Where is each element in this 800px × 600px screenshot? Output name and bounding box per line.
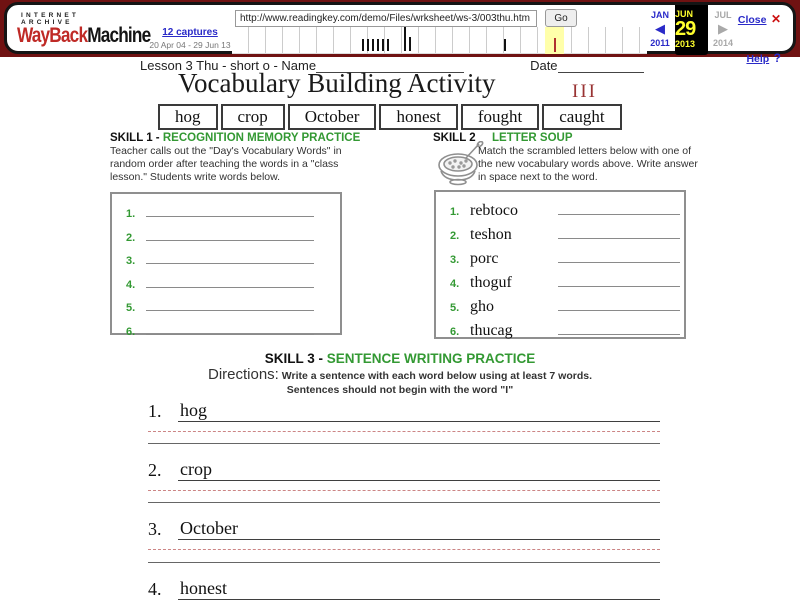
capture-tick[interactable] xyxy=(367,39,369,51)
wayback-logo[interactable] xyxy=(17,12,151,47)
answer-blank-line xyxy=(558,321,680,335)
vocab-word-cell: hog xyxy=(158,104,218,130)
handwriting-dashed-line xyxy=(148,549,660,550)
help-link[interactable]: Help xyxy=(746,53,770,65)
sentence-item: 3. October xyxy=(148,518,660,540)
url-input[interactable] xyxy=(235,10,537,27)
scrambled-word: porc xyxy=(470,250,499,267)
sentence-word: October xyxy=(178,518,660,540)
date-blank-line xyxy=(558,61,644,73)
next-capture-arrow-icon[interactable]: ▶ xyxy=(718,21,728,36)
capture-tick[interactable] xyxy=(372,39,374,51)
answer-row: 5. xyxy=(126,298,340,322)
skill2-description: Match the scrambled letters below with one of the new vocabulary words above. Write answer in space next to the word. xyxy=(478,145,698,183)
scrambled-row: 4. thoguf xyxy=(450,273,684,297)
wayback-toolbar xyxy=(4,2,796,65)
scrambled-row: 3. porc xyxy=(450,249,684,273)
soup-bowl-icon xyxy=(436,141,484,187)
vocab-word-cell: October xyxy=(288,104,377,130)
prev-year-label: 2011 xyxy=(650,38,670,48)
scrambled-word: gho xyxy=(470,298,494,315)
skill1-answer-box xyxy=(110,192,342,338)
go-button[interactable]: Go xyxy=(545,9,577,27)
next-year-label: 2014 xyxy=(712,38,734,48)
answer-blank-line xyxy=(558,273,680,287)
answer-blank-line xyxy=(558,249,680,263)
skill2-heading-label: SKILL 2 xyxy=(433,132,476,144)
skill2-answer-box xyxy=(434,190,686,339)
captures-date-range: 20 Apr 04 - 29 Jun 13 xyxy=(149,40,231,50)
capture-tick[interactable] xyxy=(382,39,384,51)
handwriting-dashed-line xyxy=(148,490,660,491)
sentence-word: hog xyxy=(178,400,660,422)
answer-row: 4. xyxy=(126,275,340,299)
date-label: Date xyxy=(530,58,558,73)
sentence-item: 4. honest xyxy=(148,578,660,600)
next-month-label: JUL xyxy=(714,10,732,20)
selected-capture-tick xyxy=(554,38,556,52)
scrambled-row: 6. thucag xyxy=(450,321,684,345)
answer-row: 6. xyxy=(126,322,340,346)
handwriting-solid-line xyxy=(148,443,660,444)
vocab-word-cell: honest xyxy=(379,104,457,130)
answer-blank-line xyxy=(558,201,680,215)
previous-capture-column xyxy=(645,5,675,51)
lesson-label: Lesson 3 Thu - short o - Name xyxy=(140,58,317,73)
internet-archive-label: INTERNET ARCHIVE xyxy=(21,12,80,26)
answer-row: 2. xyxy=(126,228,340,252)
captures-summary xyxy=(145,27,235,50)
sentence-word: honest xyxy=(178,578,660,600)
help-icon[interactable]: ? xyxy=(773,51,781,65)
directions-label: Directions: xyxy=(208,366,279,383)
date-navigation xyxy=(645,5,738,51)
answer-blank-line xyxy=(558,225,680,239)
toolbar-links xyxy=(729,10,781,67)
worksheet-numeral: III xyxy=(572,81,597,102)
current-month-label: JUN xyxy=(675,9,694,19)
skill2-name: LETTER SOUP xyxy=(492,132,573,144)
skill1-heading: SKILL 1 - RECOGNITION MEMORY PRACTICE xyxy=(110,132,361,144)
page-title: Vocabulary Building Activity xyxy=(178,68,496,98)
close-icon[interactable]: ✕ xyxy=(770,12,781,26)
vocabulary-word-table xyxy=(155,104,625,130)
handwriting-dashed-line xyxy=(148,431,660,432)
close-link[interactable]: Close xyxy=(737,14,767,26)
capture-tick[interactable] xyxy=(387,39,389,51)
scrambled-row: 5. gho xyxy=(450,297,684,321)
sentence-item: 1. hog xyxy=(148,400,660,422)
scrambled-row: 2. teshon xyxy=(450,225,684,249)
answer-blank-line xyxy=(146,322,314,335)
answer-row: 3. xyxy=(126,251,340,275)
current-day-label: 29 xyxy=(675,18,696,40)
selected-capture-highlight[interactable] xyxy=(545,27,564,54)
sentence-word: crop xyxy=(178,459,660,481)
capture-tick[interactable] xyxy=(377,39,379,51)
scrambled-row: 1. rebtoco xyxy=(450,201,684,225)
skill3-name: SENTENCE WRITING PRACTICE xyxy=(326,351,536,366)
handwriting-solid-line xyxy=(148,502,660,503)
capture-tick[interactable] xyxy=(409,37,411,51)
sentence-item: 2. crop xyxy=(148,459,660,481)
prev-capture-arrow-icon[interactable]: ◀ xyxy=(655,21,665,36)
vocab-word-cell: caught xyxy=(542,104,621,130)
capture-timeline[interactable] xyxy=(232,27,647,54)
vocab-word-cell: fought xyxy=(461,104,539,130)
skill1-description: Teacher calls out the "Day's Vocabulary Words" in random order after teaching the words in a "class lesson." Students write words below. xyxy=(110,145,342,183)
current-year-label: 2013 xyxy=(675,39,696,49)
scrambled-word: thoguf xyxy=(470,274,512,291)
skill3-heading: SKILL 3 - SENTENCE WRITING PRACTICE xyxy=(264,351,536,366)
answer-blank-line xyxy=(146,251,314,264)
answer-blank-line xyxy=(146,228,314,241)
scrambled-word: thucag xyxy=(470,322,513,339)
scrambled-word: rebtoco xyxy=(470,202,518,219)
answer-blank-line xyxy=(146,204,314,217)
wayback-machine-wordmark: WayBackMachine xyxy=(17,24,151,47)
capture-tick[interactable] xyxy=(362,39,364,51)
answer-row: 1. xyxy=(126,204,340,228)
scrambled-word: teshon xyxy=(470,226,512,243)
handwriting-solid-line xyxy=(148,562,660,563)
captures-link[interactable]: 12 captures xyxy=(162,27,218,38)
capture-tick[interactable] xyxy=(504,39,506,51)
answer-blank-line xyxy=(558,297,680,311)
skill3-directions: Directions: Write a sentence with each word below using at least 7 words. xyxy=(208,366,592,383)
skill1-name: RECOGNITION MEMORY PRACTICE xyxy=(162,132,361,144)
vocab-word-cell: crop xyxy=(221,104,285,130)
prev-month-label: JAN xyxy=(650,10,669,20)
answer-blank-line xyxy=(146,275,314,288)
answer-blank-line xyxy=(146,298,314,311)
skill3-directions-line2: Sentences should not begin with the word "I" xyxy=(286,384,514,396)
current-capture-column[interactable] xyxy=(675,5,708,55)
capture-tick[interactable] xyxy=(404,27,406,51)
